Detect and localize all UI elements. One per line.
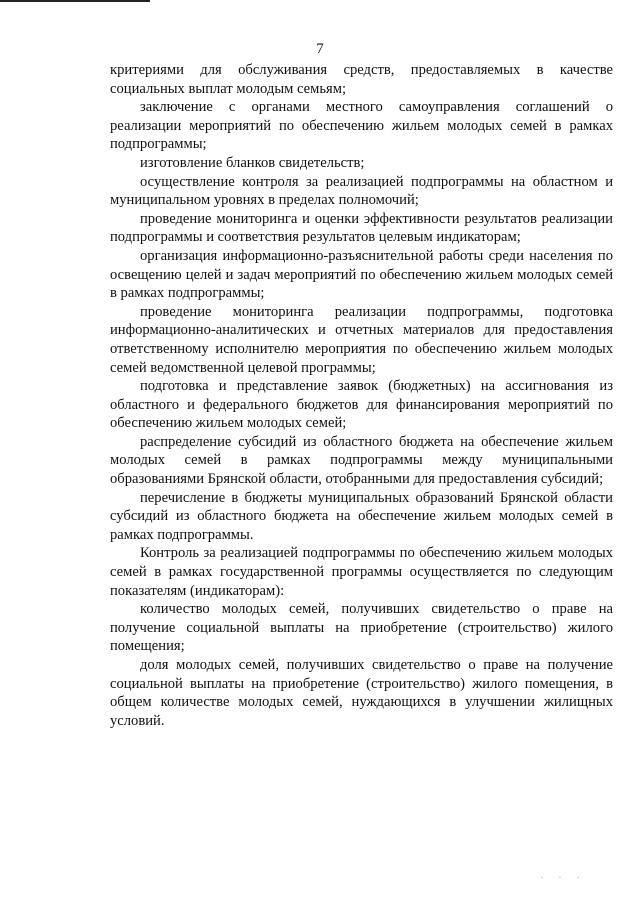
paragraph: подготовка и представление заявок (бюджетных) на ассигнования из областного и федерального бюджетов для финансирования мероприятий по обеспечению жильем молодых семей;: [110, 378, 613, 432]
paragraph: критериями для обслуживания средств, предоставляемых в качестве социальных выплат молодым семьям;: [110, 62, 613, 97]
paragraph: изготовление бланков свидетельств;: [140, 154, 365, 171]
paragraph: доля молодых семей, получивших свидетельство о праве на получение социальной выплаты на приобретение (строительство) жилого помещения, в общем количестве молодых семей, нуждающихся в улучшении жилищных условий.: [110, 657, 613, 729]
paragraph: перечисление в бюджеты муниципальных образований Брянской области субсидий из областного бюджета на обеспечение жильем молодых семей в рамках подпрограммы.: [110, 489, 613, 543]
page-number: 7: [316, 41, 324, 57]
paragraph: Контроль за реализацией подпрограммы по обеспечению жильем молодых семей в рамках государственной программы осуществляется по следующим показателям (индикаторам):: [110, 545, 613, 599]
paragraph: проведение мониторинга и оценки эффективности результатов реализации подпрограммы и соответствия результатов целевым индикаторам;: [110, 210, 613, 246]
paragraph: организация информационно-разъяснительной работы среди населения по освещению целей и задач мероприятий по обеспечению жильем молодых семей в рамках подпрограммы;: [110, 247, 613, 302]
top-rule: [0, 0, 150, 2]
paragraph: распределение субсидий из областного бюджета на обеспечение жильем молодых семей в рамках подпрограммы между муниципальными образованиями Брянской области, отобранными для предоставления субсидий;: [110, 433, 613, 488]
scan-specks: · · ·: [540, 873, 586, 884]
paragraph: заключение с органами местного самоуправления соглашений о реализации мероприятий по обеспечению жильем молодых семей в рамках подпрограммы;: [110, 99, 613, 153]
document-body: [110, 61, 613, 730]
paragraph: проведение мониторинга реализации подпрограммы, подготовка информационно-аналитических и отчетных материалов для предоставления ответственному исполнителю мероприятия по обеспечению жильем молодых семей ведомственной целевой программы;: [110, 303, 613, 376]
paragraph: осуществление контроля за реализацией подпрограммы на областном и муниципальном уровнях в пределах полномочий;: [110, 173, 613, 209]
paragraph: количество молодых семей, получивших свидетельство о праве на получение социальной выплаты на приобретение (строительство) жилого помещения;: [110, 601, 613, 655]
